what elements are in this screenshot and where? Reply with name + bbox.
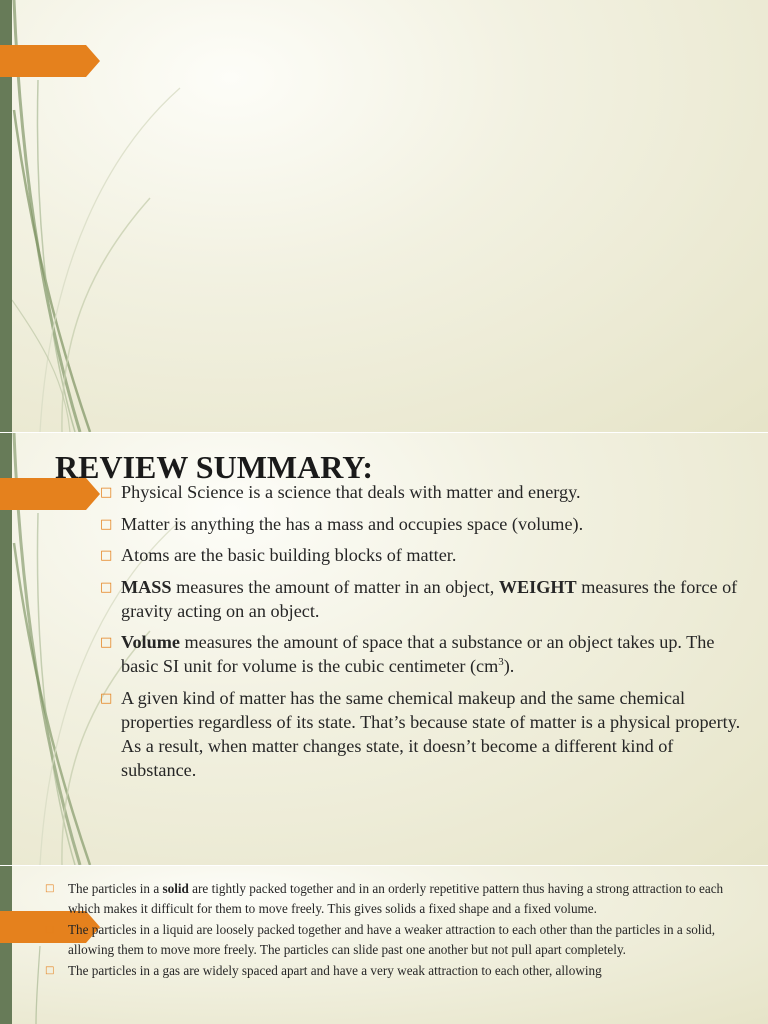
slide-1 xyxy=(0,0,768,432)
list-item: □ MASS measures the amount of matter in an object, WEIGHT measures the force of gravity acting on an object. xyxy=(100,576,738,621)
slide-3 xyxy=(0,866,768,1024)
list-item: □ Physical Science is a science that deals with matter and energy. xyxy=(100,480,750,504)
states-bullet-list xyxy=(45,879,745,983)
hollow-square-bullet-icon: □ xyxy=(100,579,113,595)
hollow-square-bullet-icon: □ xyxy=(45,965,55,976)
slide-title: REVIEW SUMMARY: xyxy=(55,449,374,485)
decorative-curves xyxy=(0,0,768,432)
hollow-square-bullet-icon: □ xyxy=(100,516,113,532)
hollow-square-bullet-icon: □ xyxy=(100,690,113,706)
orange-tab-marker xyxy=(0,45,100,77)
hollow-square-bullet-icon: □ xyxy=(100,485,113,500)
list-item: □ The particles in a solid are tightly packed together and in an orderly repetitive pattern thus having a strong attraction to each which makes it difficult for them to move freely. This gives solids a fixed shape and a fixed volume. xyxy=(45,881,724,916)
list-item: □ Volume measures the amount of space that a substance or an object takes up. The basic SI unit for volume is the cubic centimeter $(cm^3)$. xyxy=(100,632,715,676)
hollow-square-bullet-icon: □ xyxy=(45,883,55,894)
list-item: □ The particles in a gas are widely spaced apart and have a very weak attraction to each other, allowing xyxy=(45,961,745,981)
list-item: □ Matter is anything the has a mass and occupies space (volume). xyxy=(100,512,750,536)
list-item: □ A given kind of matter has the same chemical makeup and the same chemical properties regardless of its state. That’s because state of matter is a physical property. As a result, when matter changes state, it doesn’t become a different kind of substance. xyxy=(100,687,741,780)
slide-2 xyxy=(0,433,768,865)
summary-bullet-list xyxy=(100,480,750,789)
hollow-square-bullet-icon: □ xyxy=(100,635,113,650)
list-item: □ Atoms are the basic building blocks of matter. xyxy=(100,543,750,567)
hollow-square-bullet-icon: □ xyxy=(45,924,55,935)
hollow-square-bullet-icon: □ xyxy=(100,548,113,563)
list-item: □ The particles in a liquid are loosely packed together and have a weaker attraction to each other than the particles in a solid, allowing them to move more freely. The particles can slide past one another but not pull apart completely. xyxy=(45,922,716,957)
left-accent-bar xyxy=(0,866,12,1024)
